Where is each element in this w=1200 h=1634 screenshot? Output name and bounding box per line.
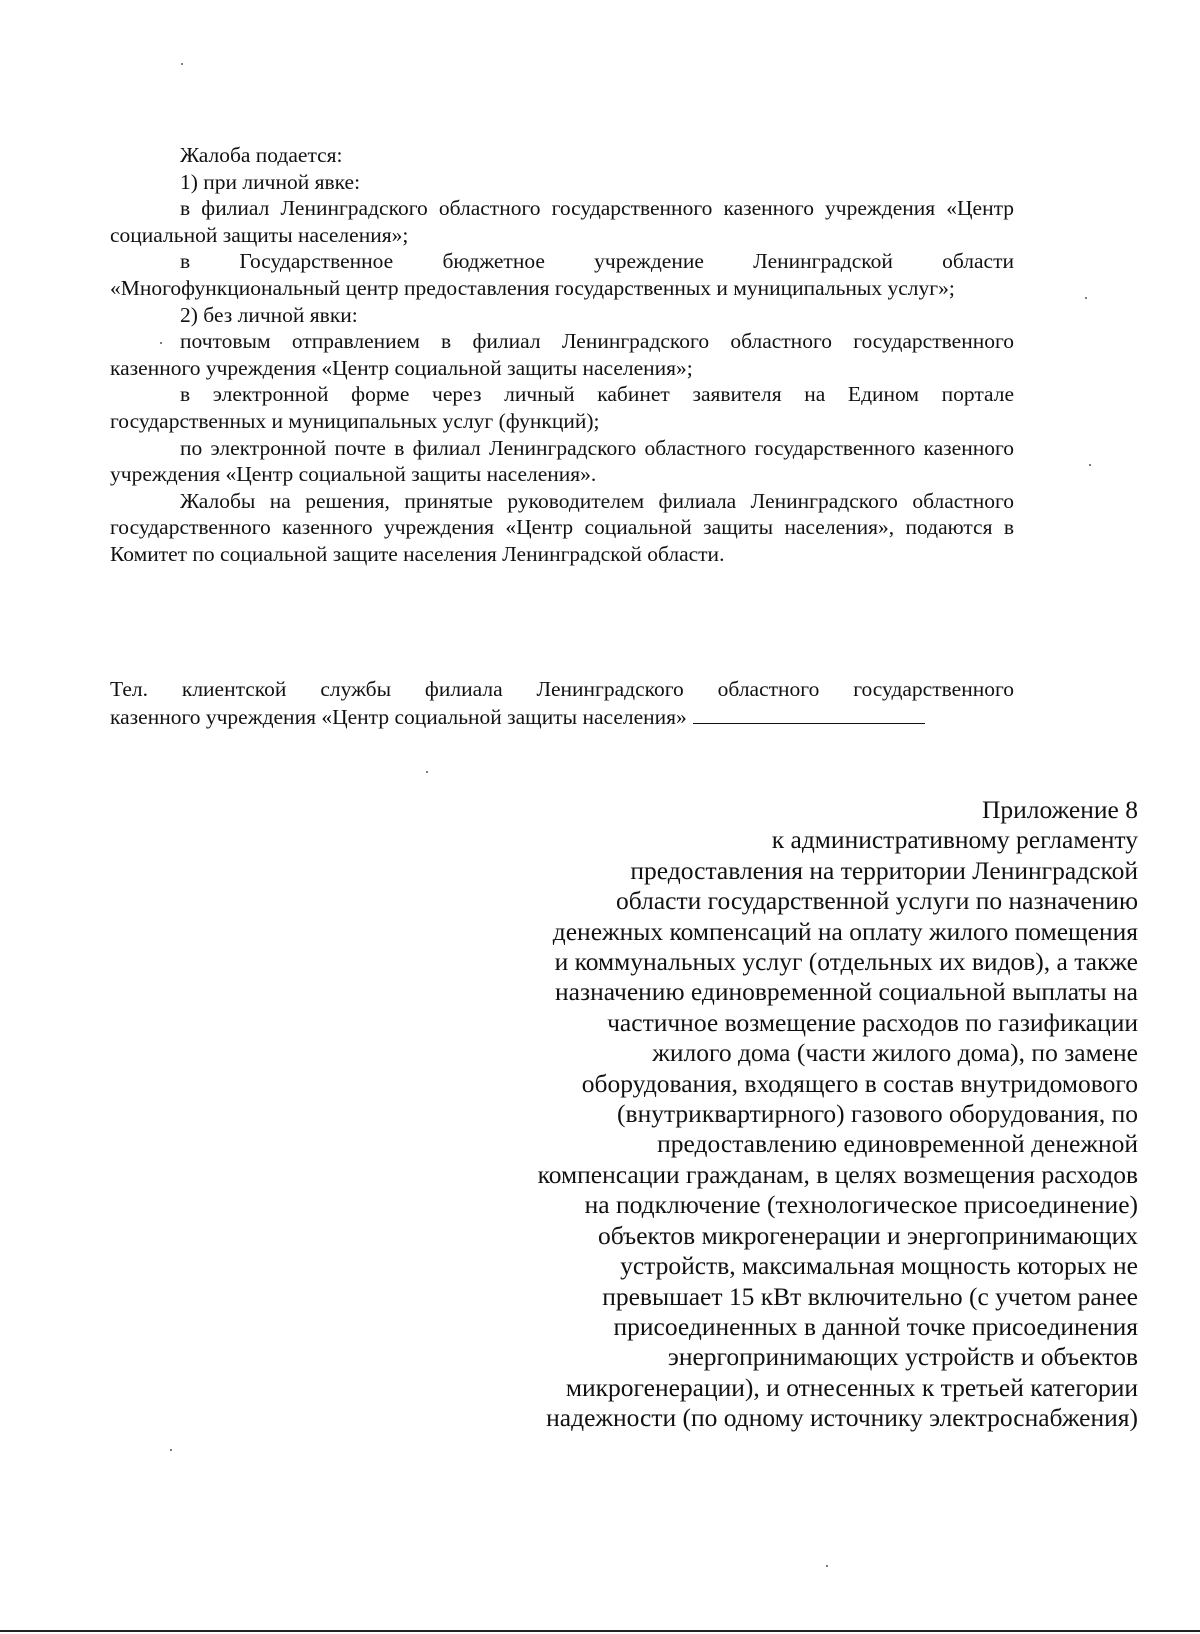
appendix-line: (внутриквартирного) газового оборудования, по — [617, 1099, 1138, 1129]
appendix-line: области государственной услуги по назначению — [616, 886, 1138, 916]
appendix-line: присоединенных в данной точке присоединения — [613, 1311, 1138, 1341]
appendix-line: и коммунальных услуг (отдельных их видов), а также — [554, 947, 1138, 977]
complaint-section — [110, 142, 1014, 568]
appendix-line: устройств, максимальная мощность которых не — [620, 1251, 1138, 1281]
appendix-line: на подключение (технологическое присоединение) — [584, 1190, 1138, 1220]
scan-speck — [826, 1565, 828, 1567]
appendix-line: энергопринимающих устройств и объектов — [667, 1342, 1138, 1372]
phone-line-1: Тел. клиентской службы филиала Ленинградского областного государственного — [110, 677, 1014, 701]
appendix-line: денежных компенсаций на оплату жилого помещения — [552, 916, 1138, 946]
appendix-header — [438, 795, 1138, 1434]
scan-speck — [426, 771, 428, 773]
scan-speck — [170, 1449, 172, 1451]
appendix-line: предоставлению единовременной денежной — [657, 1129, 1138, 1159]
complaint-heading: Жалоба подается: — [180, 143, 343, 167]
appendix-line: компенсации гражданам, в целях возмещения расходов — [537, 1159, 1138, 1189]
scan-speck — [1089, 464, 1091, 466]
complaint-item1-a: в филиал Ленинградского областного государственного казенного учреждения «Центр социальной защиты населения»; — [110, 196, 1014, 247]
complaint-decisions-note: Жалобы на решения, принятые руководителем филиала Ленинградского областного государственного казенного учреждения «Центр социальной защиты населения», подаются в Комитет по социальной защите населения Ленинградской области. — [110, 488, 1014, 566]
appendix-line: предоставления на территории Ленинградской — [630, 855, 1138, 885]
complaint-item2-a: почтовым отправлением в филиал Ленинградского областного государственного казенного учреждения «Центр социальной защиты населения»; — [110, 329, 1014, 380]
complaint-item2-b: в электронной форме через личный кабинет заявителя на Едином портале государственных и муниципальных услуг (функций); — [110, 382, 1014, 433]
phone-line-2: казенного учреждения «Центр социальной защиты населения» — [110, 704, 687, 729]
appendix-title: Приложение 8 — [982, 795, 1138, 824]
complaint-item2-c: по электронной почте в филиал Ленинградского областного государственного казенного учреждения «Центр социальной защиты населения». — [110, 435, 1014, 487]
appendix-line: жилого дома (части жилого дома), по замене — [652, 1038, 1138, 1068]
appendix-line: микрогенерации), и отнесенных к третьей категории — [565, 1372, 1138, 1402]
appendix-line: оборудования, входящего в состав внутридомового — [581, 1068, 1138, 1098]
scan-speck — [160, 342, 162, 344]
phone-blank-field — [693, 703, 925, 724]
appendix-line: к административному регламенту — [771, 825, 1138, 855]
appendix-line: превышает 15 кВт включительно (с учетом ранее — [602, 1281, 1138, 1311]
appendix-line: назначению единовременной социальной выплаты на — [555, 977, 1138, 1007]
scan-speck — [181, 63, 183, 65]
scan-speck — [1085, 297, 1087, 299]
appendix-line: частичное возмещение расходов по газификации — [607, 1007, 1138, 1037]
phone-line — [110, 676, 1014, 730]
complaint-item1-label: 1) при личной явке: — [180, 169, 361, 194]
appendix-line: объектов микрогенерации и энергопринимающих — [597, 1220, 1138, 1250]
complaint-item2-label: 2) без личной явки: — [180, 302, 358, 327]
scan-bottom-edge — [0, 1630, 1200, 1632]
phone-line-2-wrap — [110, 703, 1014, 731]
appendix-line: надежности (по одному источнику электроснабжения) — [546, 1403, 1138, 1433]
complaint-item1-b: в Государственное бюджетное учреждение Ленинградской области «Многофункциональный центр предоставления государственных и муниципальных услуг»; — [110, 249, 1014, 300]
